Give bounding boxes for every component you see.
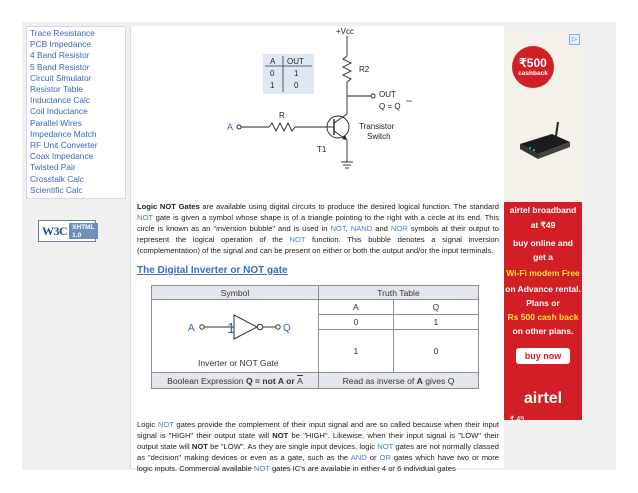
- paragraph-text: symbols at their output to represent the logical operation of the: [137, 223, 500, 244]
- paragraph-text: or: [366, 452, 380, 462]
- ad-line-2: at ₹49: [530, 220, 556, 230]
- and-keyword: AND: [350, 452, 367, 462]
- out-label: OUT: [379, 90, 396, 99]
- airtel-advertisement[interactable]: [504, 32, 582, 420]
- xhtml-text: XHTML: [72, 224, 95, 231]
- sidebar-link-5-band-resistor[interactable]: 5 Band Resistor: [30, 61, 90, 72]
- cashback-amount: ₹500: [519, 56, 547, 70]
- xhtml-version: 1.0: [72, 231, 82, 239]
- logic-not-gates-term: Logic NOT Gates: [137, 201, 200, 211]
- paragraph-text: gates IC's are available in either 4 or 6 individual gates: [269, 463, 456, 473]
- section-title-digital-inverter: The Digital Inverter or NOT gate: [137, 265, 288, 276]
- nor-keyword: NOR: [390, 223, 408, 233]
- read-as-a: A: [416, 375, 423, 386]
- buy-now-button[interactable]: buy now: [516, 348, 570, 364]
- not-gate-truth-table: [151, 285, 479, 389]
- ad-line-3: buy online and: [513, 238, 573, 248]
- not-keyword: NOT: [377, 441, 394, 451]
- not-keyword: NOT: [137, 212, 153, 222]
- r-resistor: [269, 123, 295, 131]
- router-icon: [516, 122, 572, 162]
- w3c-logo: W3C: [42, 223, 68, 238]
- truth-header-a: A: [319, 300, 394, 315]
- t1-label: T1: [317, 145, 327, 154]
- nand-keyword: NAND: [350, 223, 373, 233]
- gate-input-a-label: A: [188, 323, 195, 334]
- r2-label: R2: [359, 65, 370, 74]
- not-keyword: NOT: [330, 223, 346, 233]
- ad-line-6: on Advance rental.: [505, 284, 581, 294]
- ad-line-1: airtel broadband: [509, 205, 577, 215]
- gate-output-q-label: Q: [283, 323, 291, 334]
- not-gate-symbol-cell: [152, 300, 319, 373]
- ad-line-4: get a: [533, 252, 553, 262]
- ad-choices-icon[interactable]: ▷: [569, 34, 580, 45]
- truth-header-q: Q: [393, 300, 478, 315]
- a-bar: $\overline{A}$: [297, 375, 303, 386]
- sidebar-link-crosstalk-calc[interactable]: Crosstalk Calc: [30, 173, 84, 184]
- boolean-expression: Q = not A or: [245, 375, 298, 386]
- inversion-bubble: [257, 324, 263, 330]
- paragraph-text: and: [372, 223, 391, 233]
- truth-cell: 0: [393, 330, 478, 373]
- r2-resistor: [343, 56, 351, 82]
- or-keyword: OR: [379, 452, 391, 462]
- read-as-cell: [319, 373, 479, 389]
- sidebar-link-parallel-wires[interactable]: Parallel Wires: [30, 117, 82, 128]
- switch-label: Switch: [367, 132, 391, 141]
- price-icon: ₹ 49: [510, 416, 525, 420]
- read-as-suffix: gives Q: [422, 375, 455, 386]
- input-a-label: A: [227, 122, 234, 132]
- paragraph-text: gate is given a symbol whose shape is of a triangle pointing to the right with a circle at its end. This circle is known as an "inversion bubble" and is used in: [137, 212, 499, 233]
- transistor-label: Transistor: [359, 122, 395, 131]
- sidebar-link-scientific-calc[interactable]: Scientific Calc: [30, 184, 83, 195]
- circuit-table-cell: 0: [270, 69, 275, 78]
- read-as-prefix: Read as inverse of: [342, 375, 417, 386]
- boolean-expression-cell: [152, 373, 319, 389]
- paragraph-text: are available using digital circuits to produce the desired logical function. The standard: [199, 201, 499, 211]
- header-symbol: Symbol: [152, 286, 319, 300]
- gate-caption: Inverter or NOT Gate: [198, 358, 279, 368]
- truth-cell: 1: [319, 330, 394, 373]
- page: [22, 22, 616, 473]
- cashback-label: cashback: [518, 70, 548, 77]
- sidebar: [26, 26, 126, 239]
- sidebar-link-resistor-table[interactable]: Resistor Table: [30, 84, 83, 95]
- sidebar-link-impedance-match[interactable]: Impedance Match: [30, 128, 97, 139]
- paragraph-text: Logic: [137, 419, 158, 429]
- circuit-table-header-out: OUT: [287, 57, 304, 66]
- sidebar-link-rf-unit-converter[interactable]: RF Unit Converter: [30, 140, 98, 151]
- circuit-table-cell: 1: [270, 81, 275, 90]
- paragraph-text: gates are not normally classed as "decision" making devices or even as a gate, such as the: [137, 441, 499, 462]
- not-keyword: NOT: [253, 463, 270, 473]
- sidebar-link-trace-resistance[interactable]: Trace Resistance: [30, 28, 95, 38]
- not-bold: NOT: [191, 441, 208, 451]
- truth-cell: 1: [393, 315, 478, 330]
- circuit-table-header-a: A: [270, 57, 276, 66]
- sidebar-link-4-band-resistor[interactable]: 4 Band Resistor: [30, 50, 90, 61]
- paragraph-text: be "HIGH". Likewise, when their input signal is "LOW" their output state will: [137, 430, 499, 451]
- sidebar-link-twisted-pair[interactable]: Twisted Pair: [30, 162, 76, 173]
- cashback-badge: [512, 46, 554, 88]
- truth-cell: 0: [319, 315, 394, 330]
- paragraph-text: function. This bubble denotes a signal inversion (complementation) of the signal and can be present on either or both the output and/or the input terminals.: [137, 234, 499, 255]
- ad-line-7: Plans or: [526, 298, 560, 308]
- sidebar-link-inductance-calc[interactable]: Inductance Calc: [30, 95, 91, 106]
- sidebar-link-coil-inductance[interactable]: Coil Inductance: [30, 106, 88, 117]
- vcc-label: +Vcc: [336, 27, 355, 36]
- paragraph-text: gates provide the complement of their input signal and are so called because when their input signal is "HIGH" their output state will: [137, 419, 500, 440]
- w3c-xhtml-badge[interactable]: [38, 220, 96, 242]
- sidebar-links: [26, 26, 126, 199]
- ad-line-9: on other plans.: [512, 326, 574, 336]
- transistor-inverter-circuit: [131, 26, 504, 184]
- ad-line-5: Wi-Fi modem Free: [506, 268, 580, 278]
- not-gates-complement-paragraph: [137, 419, 499, 474]
- circuit-table-cell: 0: [294, 81, 299, 90]
- logic-not-gates-paragraph: [137, 201, 499, 256]
- gate-number-label: 1: [227, 320, 236, 337]
- ad-line-8: Rs 500 cash back: [507, 312, 579, 322]
- main-content: [130, 26, 504, 473]
- not-keyword: NOT: [289, 234, 306, 244]
- sidebar-link-coax-impedance[interactable]: Coax Impedance: [30, 151, 94, 162]
- r-label: R: [279, 111, 285, 120]
- not-gate-symbol: [152, 300, 318, 372]
- circuit-table-cell: 1: [294, 69, 299, 78]
- not-keyword: NOT: [157, 419, 174, 429]
- paragraph-text: be "LOW". As they are single input devices, logic: [207, 441, 378, 451]
- sidebar-link-pcb-impedance[interactable]: PCB Impedance: [30, 39, 91, 50]
- paragraph-text: ,: [345, 223, 351, 233]
- boolean-expression-prefix: Boolean Expression: [167, 375, 246, 386]
- sidebar-link-circuit-simulator[interactable]: Circuit Simulator: [30, 72, 92, 83]
- q-equals-qbar-label: Q = Q: [379, 102, 401, 111]
- airtel-logo: airtel: [523, 390, 563, 407]
- not-gate-triangle: [234, 315, 257, 339]
- paragraph-text: gates which have two or more logic inputs. Commercial available: [137, 452, 499, 473]
- header-truth-table: Truth Table: [319, 286, 479, 300]
- xhtml-version-label: [69, 223, 97, 239]
- not-bold: NOT: [272, 430, 289, 440]
